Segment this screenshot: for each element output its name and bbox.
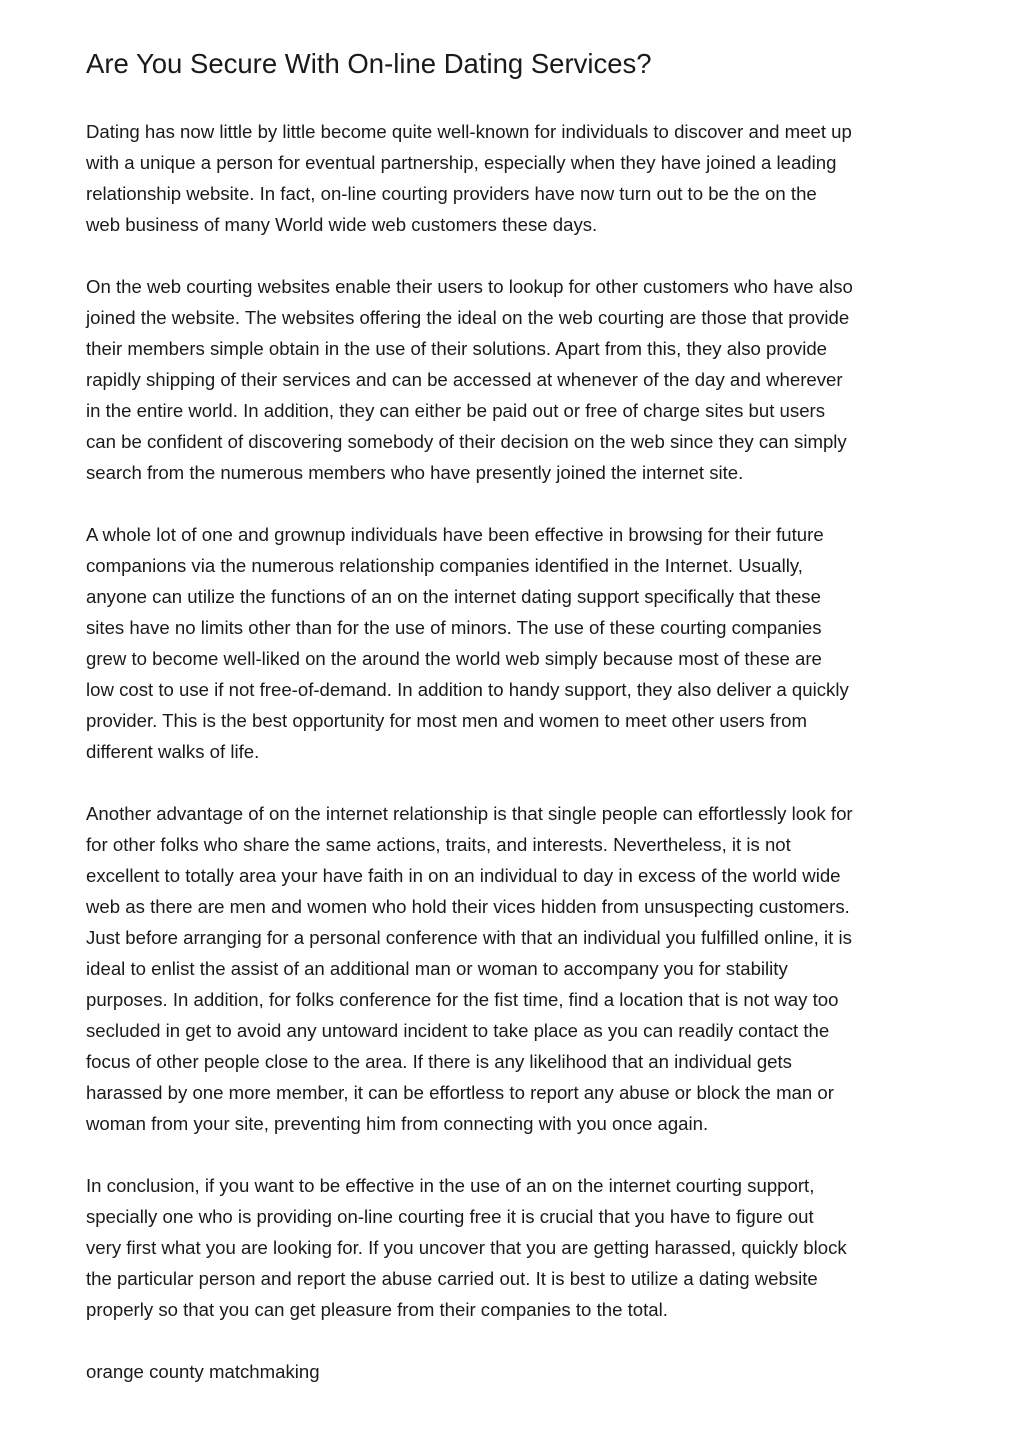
- paragraph-3: [86, 519, 942, 767]
- paragraph-line: grew to become well-liked on the around the world web simply because most of these are: [86, 648, 822, 669]
- paragraph-line: the particular person and report the abuse carried out. It is best to utilize a dating website: [86, 1268, 818, 1289]
- paragraph-line: harassed by one more member, it can be effortless to report any abuse or block the man or: [86, 1082, 834, 1103]
- paragraph-line: sites have no limits other than for the use of minors. The use of these courting companies: [86, 617, 822, 638]
- paragraph-line: with a unique a person for eventual partnership, especially when they have joined a leading: [86, 152, 837, 173]
- paragraph-line: woman from your site, preventing him from connecting with you once again.: [86, 1113, 709, 1134]
- footer-keyword-text: orange county matchmaking: [86, 1361, 320, 1382]
- paragraph-line: very first what you are looking for. If you uncover that you are getting harassed, quickly block: [86, 1237, 847, 1258]
- paragraph-line: In conclusion, if you want to be effective in the use of an on the internet courting support,: [86, 1175, 815, 1196]
- paragraph-line: On the web courting websites enable their users to lookup for other customers who have also: [86, 276, 853, 297]
- paragraph-1: [86, 116, 942, 240]
- paragraph-line: focus of other people close to the area. If there is any likelihood that an individual gets: [86, 1051, 792, 1072]
- paragraph-line: Dating has now little by little become quite well-known for individuals to discover and meet up: [86, 121, 852, 142]
- paragraph-line: their members simple obtain in the use of their solutions. Apart from this, they also provide: [86, 338, 828, 359]
- paragraph-line: purposes. In addition, for folks conference for the fist time, find a location that is not way too: [86, 989, 839, 1010]
- paragraph-line: in the entire world. In addition, they can either be paid out or free of charge sites but users: [86, 400, 826, 421]
- paragraph-line: web business of many World wide web customers these days.: [86, 214, 598, 235]
- paragraph-line: A whole lot of one and grownup individuals have been effective in browsing for their future: [86, 524, 824, 545]
- paragraph-line: relationship website. In fact, on-line courting providers have now turn out to be the on the: [86, 183, 817, 204]
- paragraph-line: anyone can utilize the functions of an on the internet dating support specifically that these: [86, 586, 821, 607]
- paragraph-line: search from the numerous members who have presently joined the internet site.: [86, 462, 744, 483]
- paragraph-line: low cost to use if not free-of-demand. In addition to handy support, they also deliver a quickly: [86, 679, 849, 700]
- paragraph-line: specially one who is providing on-line courting free it is crucial that you have to figure out: [86, 1206, 814, 1227]
- paragraph-line: can be confident of discovering somebody of their decision on the web since they can simply: [86, 431, 847, 452]
- paragraph-line: Another advantage of on the internet relationship is that single people can effortlessly look for: [86, 803, 853, 824]
- paragraph-line: secluded in get to avoid any untoward incident to take place as you can readily contact the: [86, 1020, 830, 1041]
- paragraph-line: for other folks who share the same actions, traits, and interests. Nevertheless, it is not: [86, 834, 791, 855]
- paragraph-5: [86, 1170, 942, 1325]
- paragraph-line: different walks of life.: [86, 741, 260, 762]
- document-page: [86, 44, 942, 1387]
- document-title: Are You Secure With On-line Dating Services?: [86, 48, 652, 79]
- paragraph-4: [86, 798, 942, 1139]
- paragraph-line: properly so that you can get pleasure from their companies to the total.: [86, 1299, 668, 1320]
- paragraph-line: joined the website. The websites offering the ideal on the web courting are those that provide: [86, 307, 850, 328]
- paragraph-line: companions via the numerous relationship companies identified in the Internet. Usually,: [86, 555, 803, 576]
- paragraph-line: provider. This is the best opportunity for most men and women to meet other users from: [86, 710, 808, 731]
- paragraph-line: rapidly shipping of their services and can be accessed at whenever of the day and wherever: [86, 369, 843, 390]
- paragraph-line: excellent to totally area your have faith in on an individual to day in excess of the world wide: [86, 865, 841, 886]
- paragraph-line: ideal to enlist the assist of an additional man or woman to accompany you for stability: [86, 958, 788, 979]
- paragraph-line: web as there are men and women who hold their vices hidden from unsuspecting customers.: [86, 896, 850, 917]
- paragraph-line: Just before arranging for a personal conference with that an individual you fulfilled online, it is: [86, 927, 852, 948]
- paragraph-2: [86, 271, 942, 488]
